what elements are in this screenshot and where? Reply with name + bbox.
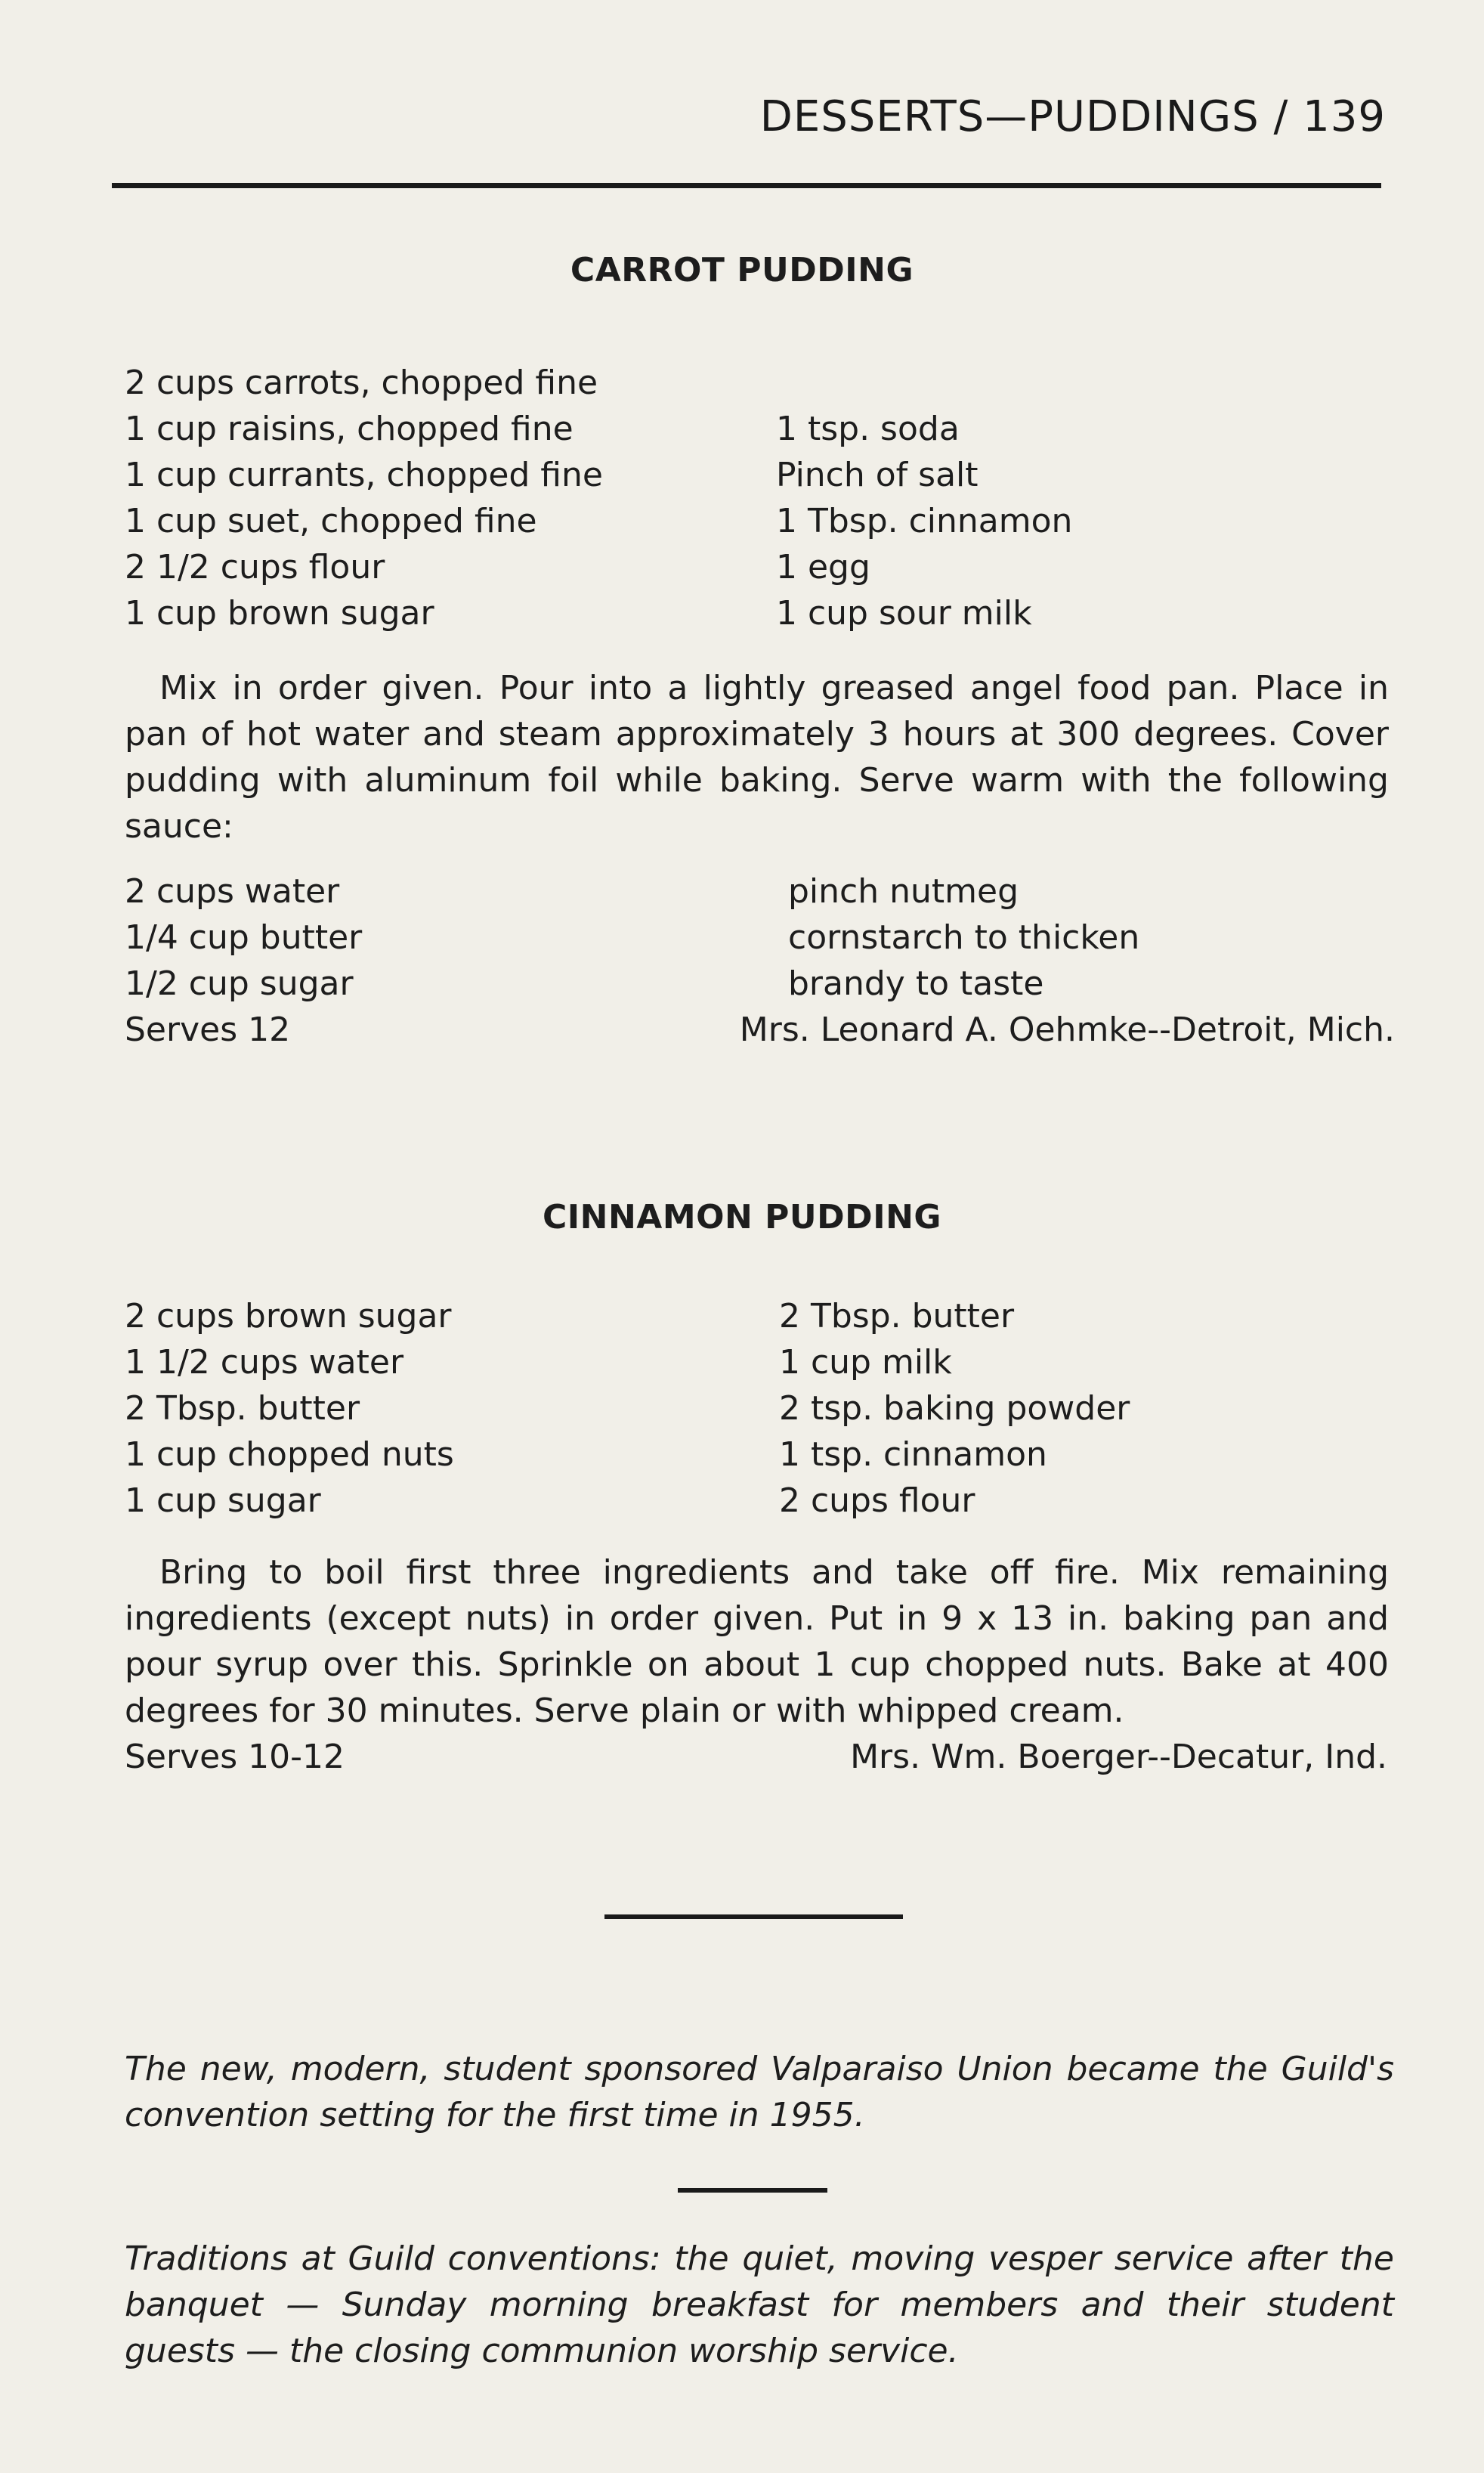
ingredient: 1 1/2 cups water [125,1343,404,1382]
contributor-carrot: Mrs. Leonard A. Oehmke--Detroit, Mich. [739,1011,1395,1049]
ingredient: 1 cup milk [779,1343,952,1382]
ingredient: 1 Tbsp. cinnamon [776,502,1073,540]
ingredient: cornstarch to thicken [788,918,1140,957]
section-divider [604,1914,903,1919]
ingredient: 1 cup chopped nuts [125,1435,454,1474]
sauce-ingredients-right [788,868,1139,1007]
ingredient: 2 cups carrots, chopped fine [125,364,598,402]
note-traditions: Traditions at Guild conventions: the quiet, moving vesper service after the banquet — Sunday morning breakfast for members and their student guests — the closing communion worship service. [125,2239,1394,2370]
note-union: The new, modern, student sponsored Valparaiso Union became the Guild's convention setting for the first time in 1955. [125,2050,1394,2134]
cinnamon-ingredients-left [125,1293,454,1524]
ingredient: 1 egg [776,548,870,587]
ingredient: 1 cup sugar [125,1481,321,1520]
running-head: DESSERTS—PUDDINGS / 139 [759,92,1386,141]
ingredient: 1/4 cup butter [125,918,363,957]
carrot-directions: Mix in order given. Pour into a lightly greased angel food pan. Place in pan of hot water and steam approximately 3 hours at 300 degrees. Cover pudding with aluminum foil while baking. Serve warm with the following sauce: [125,669,1389,846]
serves-cinnamon: Serves 10-12 [125,1738,345,1776]
note-divider [678,2188,827,2193]
recipe-title-cinnamon: CINNAMON PUDDING [542,1198,942,1236]
cinnamon-ingredients-right [779,1293,1130,1524]
ingredient: 1 cup sour milk [776,594,1032,633]
ingredient: 1 cup raisins, chopped fine [125,410,574,448]
sauce-ingredients-left [125,868,362,1053]
ingredient: 1 cup currants, chopped fine [125,456,603,494]
carrot-ingredients-left [125,360,603,636]
contributor-cinnamon: Mrs. Wm. Boerger--Decatur, Ind. [850,1738,1387,1776]
ingredient: 1 tsp. cinnamon [779,1435,1047,1474]
ingredient: 2 Tbsp. butter [125,1389,360,1428]
ingredient: 2 1/2 cups flour [125,548,385,587]
ingredient: 1 tsp. soda [776,410,960,448]
ingredient: 1/2 cup sugar [125,964,354,1003]
ingredient: 1 cup brown sugar [125,594,434,633]
ingredient: 2 cups flour [779,1481,975,1520]
ingredient: Pinch of salt [776,456,979,494]
recipe-title-carrot: CARROT PUDDING [570,251,914,289]
carrot-ingredients-right [776,406,1072,636]
ingredient: 1 cup suet, chopped fine [125,502,537,540]
ingredient: 2 cups water [125,872,340,911]
ingredient: 2 Tbsp. butter [779,1297,1015,1336]
serves-carrot: Serves 12 [125,1011,291,1049]
cinnamon-directions: Bring to boil first three ingredients and take off fire. Mix remaining ingredients (except nuts) in order given. Put in 9 x 13 in. baking pan and pour syrup over this. Sprinkle on about 1 cup chopped nuts. Bake at 400 degrees for 30 minutes. Serve plain or with whipped cream. [125,1553,1389,1730]
header-rule [112,183,1381,188]
ingredient: 2 tsp. baking powder [779,1389,1130,1428]
ingredient: 2 cups brown sugar [125,1297,452,1336]
ingredient: pinch nutmeg [788,872,1019,911]
ingredient: brandy to taste [788,964,1044,1003]
